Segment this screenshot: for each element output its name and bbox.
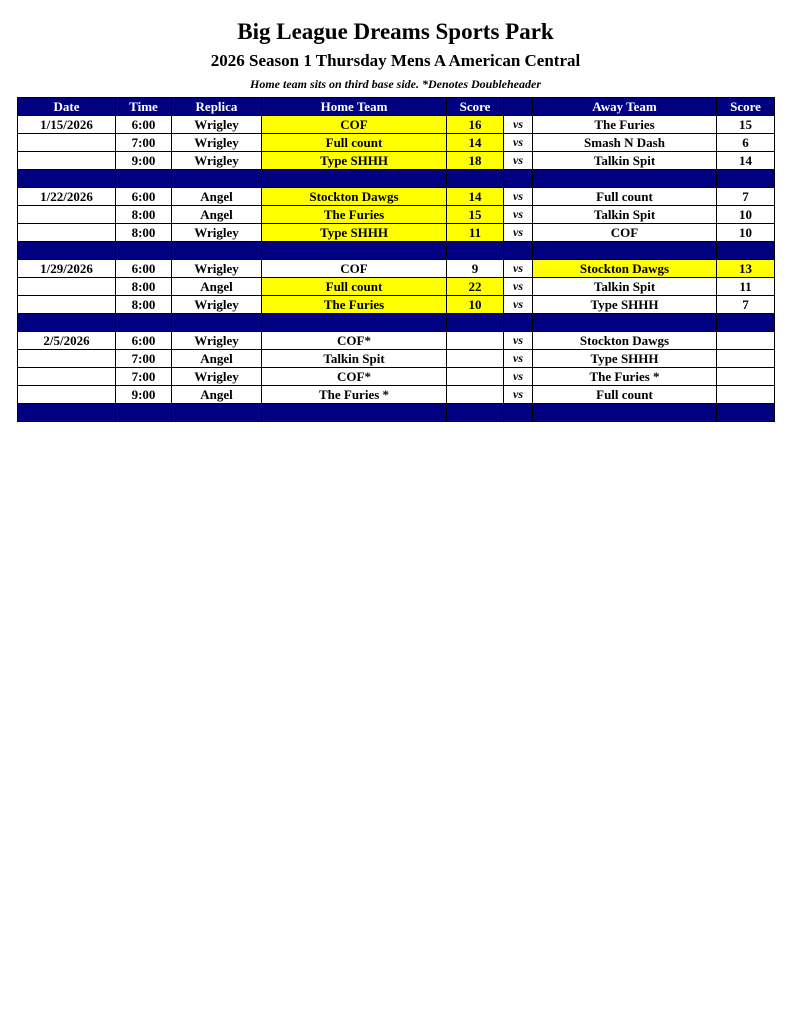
game-time: 9:00	[116, 386, 172, 404]
vs-label: vs	[504, 350, 533, 368]
game-row	[18, 296, 775, 314]
game-time: 6:00	[116, 116, 172, 134]
col-header-away-team: Away Team	[533, 98, 717, 116]
separator-cell	[172, 242, 262, 260]
separator-cell	[262, 314, 447, 332]
separator-cell	[447, 404, 504, 422]
game-replica: Wrigley	[172, 116, 262, 134]
week-separator-row	[18, 404, 775, 422]
separator-cell	[116, 404, 172, 422]
game-replica: Angel	[172, 386, 262, 404]
game-date: 2/5/2026	[18, 332, 116, 350]
home-score: 18	[447, 152, 504, 170]
home-team: COF*	[262, 332, 447, 350]
separator-cell	[116, 242, 172, 260]
away-score	[717, 386, 775, 404]
home-team: Type SHHH	[262, 224, 447, 242]
game-time: 6:00	[116, 188, 172, 206]
away-score	[717, 332, 775, 350]
game-row	[18, 206, 775, 224]
separator-cell	[717, 404, 775, 422]
away-team: Talkin Spit	[533, 278, 717, 296]
away-score: 14	[717, 152, 775, 170]
away-team: Stockton Dawgs	[533, 260, 717, 278]
vs-label: vs	[504, 278, 533, 296]
game-replica: Angel	[172, 278, 262, 296]
separator-cell	[447, 242, 504, 260]
home-score: 16	[447, 116, 504, 134]
col-header-away-score: Score	[717, 98, 775, 116]
game-time: 7:00	[116, 368, 172, 386]
home-team: Stockton Dawgs	[262, 188, 447, 206]
game-time: 9:00	[116, 152, 172, 170]
separator-cell	[533, 404, 717, 422]
week-separator-row	[18, 170, 775, 188]
separator-cell	[533, 170, 717, 188]
game-date	[18, 296, 116, 314]
game-date	[18, 152, 116, 170]
away-score: 11	[717, 278, 775, 296]
separator-cell	[504, 170, 533, 188]
away-score: 7	[717, 188, 775, 206]
away-team: The Furies	[533, 116, 717, 134]
game-time: 8:00	[116, 278, 172, 296]
game-date	[18, 368, 116, 386]
vs-label: vs	[504, 260, 533, 278]
separator-cell	[18, 404, 116, 422]
home-score	[447, 350, 504, 368]
page-title: Big League Dreams Sports Park	[237, 19, 554, 44]
game-row	[18, 260, 775, 278]
home-team: Full count	[262, 278, 447, 296]
separator-cell	[447, 170, 504, 188]
away-score: 15	[717, 116, 775, 134]
schedule-note: Home team sits on third base side. *Denotes Doubleheader	[250, 77, 541, 91]
separator-cell	[717, 314, 775, 332]
game-time: 8:00	[116, 224, 172, 242]
away-team: Full count	[533, 386, 717, 404]
col-header-date: Date	[18, 98, 116, 116]
away-score: 10	[717, 206, 775, 224]
col-header-home-team: Home Team	[262, 98, 447, 116]
away-team: Full count	[533, 188, 717, 206]
game-date	[18, 350, 116, 368]
page-subtitle: 2026 Season 1 Thursday Mens A American Central	[210, 51, 581, 70]
game-replica: Wrigley	[172, 368, 262, 386]
game-time: 6:00	[116, 332, 172, 350]
separator-cell	[18, 314, 116, 332]
game-replica: Wrigley	[172, 152, 262, 170]
home-team: COF	[262, 116, 447, 134]
away-score	[717, 350, 775, 368]
home-score: 11	[447, 224, 504, 242]
game-date	[18, 278, 116, 296]
home-score: 14	[447, 134, 504, 152]
separator-cell	[18, 170, 116, 188]
game-date: 1/29/2026	[18, 260, 116, 278]
vs-label: vs	[504, 296, 533, 314]
home-score: 9	[447, 260, 504, 278]
game-row	[18, 368, 775, 386]
col-header-time: Time	[116, 98, 172, 116]
home-score	[447, 368, 504, 386]
game-time: 6:00	[116, 260, 172, 278]
game-date	[18, 224, 116, 242]
home-team: COF	[262, 260, 447, 278]
vs-label: vs	[504, 386, 533, 404]
home-score: 22	[447, 278, 504, 296]
game-replica: Wrigley	[172, 134, 262, 152]
week-separator-row	[18, 242, 775, 260]
away-team: Type SHHH	[533, 296, 717, 314]
away-team: Stockton Dawgs	[533, 332, 717, 350]
week-separator-row	[18, 314, 775, 332]
game-row	[18, 350, 775, 368]
game-replica: Wrigley	[172, 260, 262, 278]
separator-cell	[717, 170, 775, 188]
game-replica: Angel	[172, 206, 262, 224]
game-replica: Wrigley	[172, 332, 262, 350]
away-score: 6	[717, 134, 775, 152]
vs-label: vs	[504, 188, 533, 206]
game-time: 8:00	[116, 206, 172, 224]
vs-label: vs	[504, 224, 533, 242]
game-date	[18, 206, 116, 224]
separator-cell	[504, 242, 533, 260]
col-header-replica: Replica	[172, 98, 262, 116]
game-row	[18, 332, 775, 350]
col-header-home-score: Score	[447, 98, 504, 116]
game-row	[18, 278, 775, 296]
separator-cell	[504, 404, 533, 422]
away-team: Talkin Spit	[533, 152, 717, 170]
away-team: Type SHHH	[533, 350, 717, 368]
game-row	[18, 188, 775, 206]
game-time: 7:00	[116, 350, 172, 368]
header-row	[18, 98, 775, 116]
separator-cell	[262, 170, 447, 188]
game-date	[18, 386, 116, 404]
col-header-vs	[504, 98, 533, 116]
game-date	[18, 134, 116, 152]
away-score: 7	[717, 296, 775, 314]
vs-label: vs	[504, 332, 533, 350]
home-team: Talkin Spit	[262, 350, 447, 368]
separator-cell	[172, 314, 262, 332]
vs-label: vs	[504, 368, 533, 386]
away-score: 10	[717, 224, 775, 242]
away-score: 13	[717, 260, 775, 278]
game-replica: Angel	[172, 350, 262, 368]
away-team: Smash N Dash	[533, 134, 717, 152]
away-team: COF	[533, 224, 717, 242]
home-score: 10	[447, 296, 504, 314]
game-time: 7:00	[116, 134, 172, 152]
separator-cell	[447, 314, 504, 332]
game-replica: Wrigley	[172, 296, 262, 314]
separator-cell	[116, 314, 172, 332]
away-team: The Furies *	[533, 368, 717, 386]
game-replica: Wrigley	[172, 224, 262, 242]
separator-cell	[172, 404, 262, 422]
game-date: 1/15/2026	[18, 116, 116, 134]
separator-cell	[262, 404, 447, 422]
game-row	[18, 386, 775, 404]
game-row	[18, 224, 775, 242]
separator-cell	[262, 242, 447, 260]
away-team: Talkin Spit	[533, 206, 717, 224]
home-team: Full count	[262, 134, 447, 152]
vs-label: vs	[504, 152, 533, 170]
home-team: Type SHHH	[262, 152, 447, 170]
game-replica: Angel	[172, 188, 262, 206]
separator-cell	[18, 242, 116, 260]
schedule-table	[17, 97, 775, 422]
home-team: The Furies	[262, 296, 447, 314]
separator-cell	[172, 170, 262, 188]
game-row	[18, 134, 775, 152]
home-team: The Furies	[262, 206, 447, 224]
separator-cell	[533, 314, 717, 332]
home-team: COF*	[262, 368, 447, 386]
vs-label: vs	[504, 206, 533, 224]
separator-cell	[717, 242, 775, 260]
game-row	[18, 152, 775, 170]
vs-label: vs	[504, 116, 533, 134]
separator-cell	[533, 242, 717, 260]
game-row	[18, 116, 775, 134]
home-score: 15	[447, 206, 504, 224]
home-score	[447, 386, 504, 404]
separator-cell	[116, 170, 172, 188]
home-team: The Furies *	[262, 386, 447, 404]
home-score	[447, 332, 504, 350]
separator-cell	[504, 314, 533, 332]
game-time: 8:00	[116, 296, 172, 314]
vs-label: vs	[504, 134, 533, 152]
away-score	[717, 368, 775, 386]
home-score: 14	[447, 188, 504, 206]
game-date: 1/22/2026	[18, 188, 116, 206]
